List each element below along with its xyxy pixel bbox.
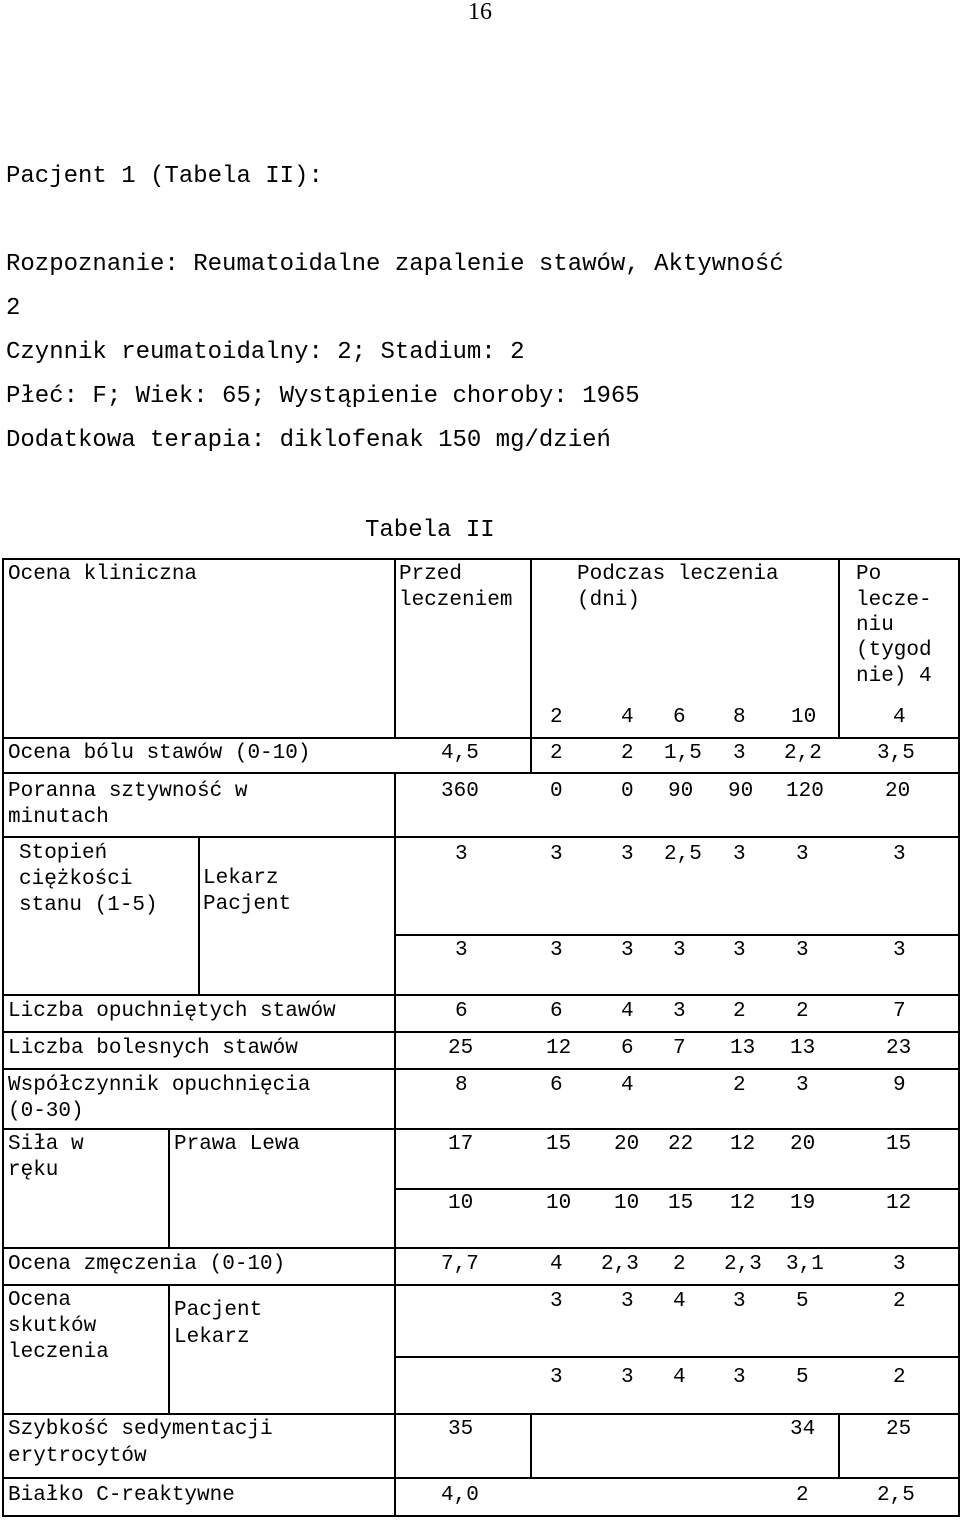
week-label: 4 [893, 706, 906, 729]
table-rule [2, 737, 960, 739]
table-cell: 12 [730, 1133, 756, 1156]
row-label-pain: Ocena bólu stawów (0-10) [8, 742, 311, 765]
table-cell: 6 [550, 1074, 563, 1097]
table-cell: 2 [733, 1074, 746, 1097]
table-cell: 3 [893, 939, 906, 962]
table-cell: 3 [796, 1074, 809, 1097]
table-cell: 6 [621, 1037, 634, 1060]
table-cell: 3 [673, 1000, 686, 1023]
table-rule [2, 1247, 960, 1249]
table-cell: 3 [733, 742, 746, 765]
table-cell: 15 [886, 1133, 912, 1156]
table-rule [2, 994, 960, 996]
table-cell: 22 [668, 1133, 694, 1156]
row-label-severity-1: Stopień [19, 842, 108, 865]
table-cell: 3 [733, 1366, 746, 1389]
table-cell: 20 [614, 1133, 640, 1156]
sub-label-patient: Pacjent [174, 1299, 263, 1322]
table-cell: 20 [885, 780, 911, 803]
table-cell: 34 [790, 1418, 816, 1441]
table-cell: 2 [893, 1366, 906, 1389]
table-rule [2, 772, 960, 774]
table-cell: 17 [448, 1133, 474, 1156]
table-cell: 20 [790, 1133, 816, 1156]
table-cell: 2,2 [784, 742, 822, 765]
table-rule [530, 1413, 532, 1477]
row-label-painful: Liczba bolesnych stawów [8, 1037, 298, 1060]
page-number: 16 [468, 0, 492, 25]
table-cell: 3 [550, 843, 563, 866]
table-cell: 2 [673, 1253, 686, 1276]
table-rule [2, 1068, 960, 1070]
table-rule [2, 1413, 960, 1415]
table-cell: 4 [550, 1253, 563, 1276]
table-rule [198, 836, 200, 994]
table-cell: 13 [790, 1037, 816, 1060]
row-label-esr-2: erytrocytów [8, 1445, 147, 1468]
table-rule [2, 1515, 960, 1517]
table-cell: 4 [621, 1000, 634, 1023]
table-rule [396, 934, 960, 936]
table-cell: 5 [796, 1366, 809, 1389]
sub-label-doctor: Lekarz [174, 1326, 250, 1349]
sub-label-patient: Pacjent [203, 893, 292, 916]
table-cell: 3,5 [877, 742, 915, 765]
sub-label-doctor: Lekarz [203, 867, 279, 890]
table-cell: 2 [796, 1484, 809, 1507]
row-label-stiffness-2: minutach [8, 806, 109, 829]
table-cell: 90 [668, 780, 694, 803]
header-before-2: leczeniem [399, 589, 513, 612]
header-after-2: lecze- [856, 589, 932, 612]
table-cell: 35 [448, 1418, 474, 1441]
table-cell: 15 [546, 1133, 572, 1156]
table-cell: 5 [796, 1290, 809, 1313]
table-rule [2, 558, 4, 1517]
table-cell: 12 [546, 1037, 572, 1060]
table-cell: 3 [733, 843, 746, 866]
table-rule [530, 558, 532, 772]
row-label-crp: Białko C-reaktywne [8, 1484, 235, 1507]
header-during-1: Podczas leczenia [577, 563, 779, 586]
table-cell: 3 [893, 843, 906, 866]
table-cell: 3 [796, 939, 809, 962]
table-rule [396, 1188, 960, 1190]
table-cell: 3 [550, 939, 563, 962]
table-cell: 3,1 [786, 1253, 824, 1276]
day-label: 8 [733, 706, 746, 729]
table-rule [396, 1356, 960, 1358]
table-cell: 3 [893, 1253, 906, 1276]
header-after-3: niu [856, 614, 894, 637]
row-label-stiffness-1: Poranna sztywność w [8, 780, 248, 803]
table-cell: 2,3 [601, 1253, 639, 1276]
table-cell: 4,0 [441, 1484, 479, 1507]
diagnosis-line-1: Rozpoznanie: Reumatoidalne zapalenie stawów, Aktywność [6, 251, 784, 278]
table-cell: 4 [673, 1366, 686, 1389]
table-cell: 2,3 [724, 1253, 762, 1276]
table-cell: 2 [893, 1290, 906, 1313]
table-cell: 6 [550, 1000, 563, 1023]
day-label: 10 [791, 706, 817, 729]
table-cell: 2,5 [664, 843, 702, 866]
row-label-severity-3: stanu (1-5) [19, 894, 158, 917]
table-cell: 2 [733, 1000, 746, 1023]
table-cell: 4 [621, 1074, 634, 1097]
header-clinical: Ocena kliniczna [8, 563, 198, 586]
table-cell: 0 [550, 780, 563, 803]
diagnosis-line-2: 2 [6, 295, 21, 322]
table-cell: 8 [455, 1074, 468, 1097]
patient-heading: Pacjent 1 (Tabela II): [6, 163, 323, 190]
table-cell: 3 [621, 939, 634, 962]
table-cell: 6 [455, 1000, 468, 1023]
rheumatoid-factor-line: Czynnik reumatoidalny: 2; Stadium: 2 [6, 339, 525, 366]
table-cell: 3 [455, 939, 468, 962]
day-label: 4 [621, 706, 634, 729]
row-label-effects-2: skutków [8, 1315, 97, 1338]
table-cell: 9 [893, 1074, 906, 1097]
table-cell: 3 [621, 843, 634, 866]
table-rule [2, 836, 960, 838]
row-label-grip-1: Siła w [8, 1133, 84, 1156]
table-cell: 3 [673, 939, 686, 962]
table-cell: 12 [730, 1192, 756, 1215]
table-cell: 12 [886, 1192, 912, 1215]
table-cell: 2,5 [877, 1484, 915, 1507]
table-cell: 2 [621, 742, 634, 765]
table-cell: 3 [796, 843, 809, 866]
table-cell: 25 [448, 1037, 474, 1060]
table-rule [168, 1284, 170, 1413]
table-cell: 10 [614, 1192, 640, 1215]
table-caption: Tabela II [365, 517, 495, 544]
table-cell: 23 [886, 1037, 912, 1060]
table-rule [2, 1477, 960, 1479]
row-label-swollen: Liczba opuchniętych stawów [8, 1000, 336, 1023]
table-cell: 10 [448, 1192, 474, 1215]
table-cell: 2 [796, 1000, 809, 1023]
table-rule [2, 558, 960, 560]
header-after-5: nie) 4 [856, 665, 932, 688]
sub-label-right-left: Prawa Lewa [174, 1133, 301, 1156]
table-cell: 3 [550, 1290, 563, 1313]
day-label: 2 [550, 706, 563, 729]
table-rule [168, 1128, 170, 1247]
row-label-esr-1: Szybkość sedymentacji [8, 1418, 273, 1441]
row-label-effects-3: leczenia [8, 1341, 109, 1364]
table-rule [394, 772, 396, 1517]
row-label-severity-2: ciężkości [19, 868, 133, 891]
table-cell: 90 [728, 780, 754, 803]
table-cell: 10 [546, 1192, 572, 1215]
row-label-swelling-index-1: Współczynnik opuchnięcia [8, 1074, 311, 1097]
header-before-1: Przed [399, 563, 463, 586]
table-cell: 3 [621, 1366, 634, 1389]
table-cell: 25 [886, 1418, 912, 1441]
row-label-swelling-index-2: (0-30) [8, 1100, 84, 1123]
table-rule [2, 1128, 960, 1130]
table-cell: 15 [668, 1192, 694, 1215]
table-cell: 19 [790, 1192, 816, 1215]
demographics-line: Płeć: F; Wiek: 65; Wystąpienie choroby: 1965 [6, 383, 640, 410]
table-cell: 120 [786, 780, 824, 803]
table-cell: 3 [455, 843, 468, 866]
header-during-2: (dni) [577, 589, 641, 612]
header-after-4: (tygod [856, 639, 932, 662]
table-cell: 3 [621, 1290, 634, 1313]
table-cell: 7,7 [441, 1253, 479, 1276]
table-cell: 0 [621, 780, 634, 803]
row-label-effects-1: Ocena [8, 1289, 72, 1312]
table-cell: 7 [673, 1037, 686, 1060]
header-after-1: Po [856, 563, 882, 586]
table-cell: 13 [730, 1037, 756, 1060]
table-cell: 3 [733, 939, 746, 962]
table-rule [838, 1413, 840, 1477]
table-cell: 1,5 [664, 742, 702, 765]
table-cell: 360 [441, 780, 479, 803]
row-label-fatigue: Ocena zmęczenia (0-10) [8, 1253, 286, 1276]
day-label: 6 [673, 706, 686, 729]
table-cell: 7 [893, 1000, 906, 1023]
row-label-grip-2: ręku [8, 1159, 59, 1182]
table-cell: 4,5 [441, 742, 479, 765]
table-cell: 3 [733, 1290, 746, 1313]
table-cell: 4 [673, 1290, 686, 1313]
table-rule [394, 558, 396, 738]
table-rule [2, 1284, 960, 1286]
table-cell: 3 [550, 1366, 563, 1389]
therapy-line: Dodatkowa terapia: diklofenak 150 mg/dzień [6, 427, 611, 454]
table-rule [838, 558, 840, 738]
table-rule [2, 1031, 960, 1033]
table-cell: 2 [550, 742, 563, 765]
